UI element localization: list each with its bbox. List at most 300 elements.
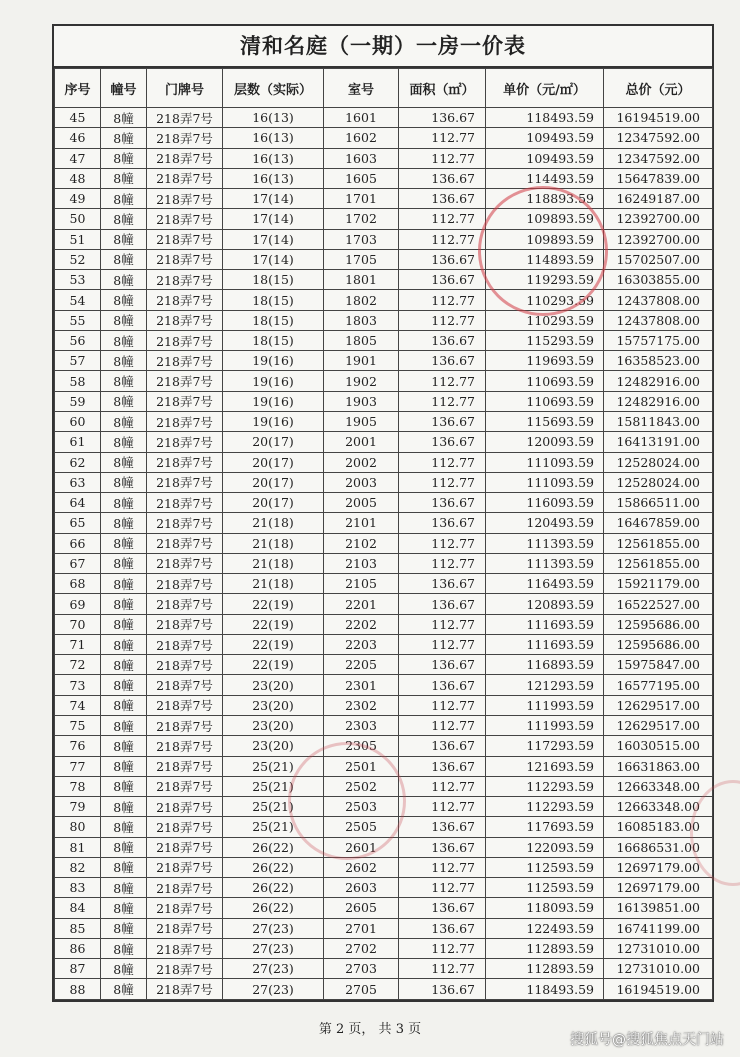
cell-unit-price: 111993.59 [486,695,604,715]
cell-area: 112.77 [399,310,486,330]
cell-room: 2205 [324,655,399,675]
cell-area: 112.77 [399,472,486,492]
cell-building: 8幢 [101,756,147,776]
table-row [55,979,713,999]
table-row [55,452,713,472]
cell-room: 2103 [324,553,399,573]
cell-unit-price: 109893.59 [486,229,604,249]
table-row [55,715,713,735]
cell-index: 54 [55,290,101,310]
cell-total-price: 15757175.00 [604,330,713,350]
cell-door-number: 218弄7号 [147,371,223,391]
cell-index: 73 [55,675,101,695]
cell-unit-price: 109493.59 [486,128,604,148]
cell-unit-price: 109493.59 [486,148,604,168]
cell-floor: 16(13) [223,168,324,188]
cell-building: 8幢 [101,351,147,371]
cell-index: 50 [55,209,101,229]
cell-door-number: 218弄7号 [147,736,223,756]
cell-index: 67 [55,553,101,573]
cell-unit-price: 114493.59 [486,168,604,188]
cell-floor: 25(21) [223,797,324,817]
cell-area: 112.77 [399,128,486,148]
document-title: 清和名庭（一期）一房一价表 [54,26,712,68]
cell-door-number: 218弄7号 [147,493,223,513]
table-row [55,270,713,290]
cell-room: 1905 [324,411,399,431]
table-row [55,959,713,979]
cell-room: 1901 [324,351,399,371]
table-row [55,878,713,898]
cell-total-price: 16413191.00 [604,432,713,452]
cell-floor: 18(15) [223,330,324,350]
cell-room: 1803 [324,310,399,330]
cell-area: 112.77 [399,797,486,817]
cell-room: 1701 [324,189,399,209]
cell-unit-price: 111693.59 [486,614,604,634]
cell-index: 46 [55,128,101,148]
cell-area: 136.67 [399,432,486,452]
cell-unit-price: 116493.59 [486,574,604,594]
col-header-floor: 层数（实际） [223,69,324,108]
cell-total-price: 16139851.00 [604,898,713,918]
table-row [55,432,713,452]
cell-total-price: 12629517.00 [604,695,713,715]
cell-building: 8幢 [101,209,147,229]
cell-area: 136.67 [399,411,486,431]
cell-room: 1601 [324,108,399,128]
cell-building: 8幢 [101,229,147,249]
cell-area: 112.77 [399,776,486,796]
cell-total-price: 12561855.00 [604,533,713,553]
cell-total-price: 15866511.00 [604,493,713,513]
cell-total-price: 15647839.00 [604,168,713,188]
cell-floor: 16(13) [223,108,324,128]
cell-index: 88 [55,979,101,999]
cell-door-number: 218弄7号 [147,472,223,492]
cell-building: 8幢 [101,249,147,269]
cell-building: 8幢 [101,310,147,330]
table-row [55,209,713,229]
cell-index: 74 [55,695,101,715]
cell-floor: 21(18) [223,553,324,573]
cell-floor: 26(22) [223,898,324,918]
cell-floor: 20(17) [223,493,324,513]
cell-unit-price: 120493.59 [486,513,604,533]
cell-door-number: 218弄7号 [147,918,223,938]
cell-door-number: 218弄7号 [147,513,223,533]
cell-total-price: 12731010.00 [604,938,713,958]
cell-total-price: 12663348.00 [604,776,713,796]
cell-area: 112.77 [399,959,486,979]
cell-unit-price: 110693.59 [486,371,604,391]
cell-area: 112.77 [399,229,486,249]
source-watermark: 搜狐号@搜狐焦点天门站 [570,1032,724,1048]
cell-building: 8幢 [101,270,147,290]
cell-room: 1903 [324,391,399,411]
cell-building: 8幢 [101,817,147,837]
cell-building: 8幢 [101,776,147,796]
cell-unit-price: 118493.59 [486,979,604,999]
cell-unit-price: 115693.59 [486,411,604,431]
cell-room: 2501 [324,756,399,776]
cell-room: 1602 [324,128,399,148]
cell-index: 51 [55,229,101,249]
cell-door-number: 218弄7号 [147,270,223,290]
cell-area: 112.77 [399,290,486,310]
cell-index: 71 [55,634,101,654]
cell-room: 2203 [324,634,399,654]
cell-room: 2701 [324,918,399,938]
cell-room: 2302 [324,695,399,715]
cell-total-price: 16303855.00 [604,270,713,290]
table-row [55,249,713,269]
cell-area: 112.77 [399,857,486,877]
cell-floor: 22(19) [223,614,324,634]
cell-total-price: 16249187.00 [604,189,713,209]
cell-door-number: 218弄7号 [147,837,223,857]
table-row [55,108,713,128]
cell-total-price: 12595686.00 [604,614,713,634]
cell-area: 136.67 [399,189,486,209]
col-header-total-price: 总价（元） [604,69,713,108]
cell-door-number: 218弄7号 [147,675,223,695]
cell-room: 2503 [324,797,399,817]
cell-index: 78 [55,776,101,796]
table-row [55,938,713,958]
cell-index: 75 [55,715,101,735]
table-row [55,675,713,695]
cell-door-number: 218弄7号 [147,776,223,796]
cell-room: 2605 [324,898,399,918]
cell-building: 8幢 [101,837,147,857]
cell-unit-price: 110293.59 [486,290,604,310]
cell-floor: 20(17) [223,452,324,472]
cell-room: 2105 [324,574,399,594]
cell-door-number: 218弄7号 [147,432,223,452]
cell-room: 1802 [324,290,399,310]
cell-building: 8幢 [101,594,147,614]
cell-unit-price: 122093.59 [486,837,604,857]
cell-area: 112.77 [399,209,486,229]
cell-unit-price: 121293.59 [486,675,604,695]
cell-building: 8幢 [101,533,147,553]
cell-building: 8幢 [101,797,147,817]
cell-unit-price: 120093.59 [486,432,604,452]
table-row [55,391,713,411]
cell-floor: 21(18) [223,513,324,533]
cell-room: 2702 [324,938,399,958]
table-row [55,513,713,533]
cell-room: 2102 [324,533,399,553]
cell-index: 48 [55,168,101,188]
cell-total-price: 12482916.00 [604,391,713,411]
cell-building: 8幢 [101,857,147,877]
price-table [54,68,713,1000]
cell-area: 112.77 [399,614,486,634]
cell-unit-price: 111393.59 [486,553,604,573]
cell-total-price: 15702507.00 [604,249,713,269]
cell-index: 72 [55,655,101,675]
cell-door-number: 218弄7号 [147,756,223,776]
cell-door-number: 218弄7号 [147,229,223,249]
cell-index: 53 [55,270,101,290]
cell-floor: 16(13) [223,148,324,168]
cell-unit-price: 115293.59 [486,330,604,350]
cell-floor: 23(20) [223,736,324,756]
cell-building: 8幢 [101,452,147,472]
cell-total-price: 16085183.00 [604,817,713,837]
cell-door-number: 218弄7号 [147,330,223,350]
cell-door-number: 218弄7号 [147,553,223,573]
cell-door-number: 218弄7号 [147,979,223,999]
cell-room: 2601 [324,837,399,857]
cell-total-price: 12731010.00 [604,959,713,979]
cell-total-price: 12392700.00 [604,229,713,249]
cell-area: 136.67 [399,513,486,533]
cell-building: 8幢 [101,675,147,695]
cell-unit-price: 112893.59 [486,959,604,979]
cell-unit-price: 121693.59 [486,756,604,776]
cell-total-price: 16577195.00 [604,675,713,695]
cell-area: 136.67 [399,168,486,188]
cell-index: 47 [55,148,101,168]
cell-area: 136.67 [399,594,486,614]
cell-index: 80 [55,817,101,837]
cell-building: 8幢 [101,290,147,310]
cell-total-price: 12347592.00 [604,148,713,168]
cell-door-number: 218弄7号 [147,878,223,898]
cell-door-number: 218弄7号 [147,715,223,735]
cell-floor: 18(15) [223,310,324,330]
table-row [55,472,713,492]
cell-area: 136.67 [399,655,486,675]
cell-index: 56 [55,330,101,350]
cell-total-price: 16686531.00 [604,837,713,857]
cell-total-price: 12482916.00 [604,371,713,391]
cell-floor: 19(16) [223,351,324,371]
cell-total-price: 12697179.00 [604,878,713,898]
table-body [55,108,713,1000]
col-header-room: 室号 [324,69,399,108]
cell-floor: 17(14) [223,209,324,229]
cell-door-number: 218弄7号 [147,695,223,715]
cell-floor: 21(18) [223,533,324,553]
cell-unit-price: 109893.59 [486,209,604,229]
cell-room: 2002 [324,452,399,472]
cell-unit-price: 118493.59 [486,108,604,128]
table-row [55,857,713,877]
cell-area: 136.67 [399,270,486,290]
cell-total-price: 15975847.00 [604,655,713,675]
cell-area: 112.77 [399,148,486,168]
cell-door-number: 218弄7号 [147,310,223,330]
cell-door-number: 218弄7号 [147,574,223,594]
cell-unit-price: 120893.59 [486,594,604,614]
table-row [55,776,713,796]
cell-room: 1902 [324,371,399,391]
table-row [55,837,713,857]
table-row [55,229,713,249]
cell-door-number: 218弄7号 [147,614,223,634]
cell-unit-price: 111993.59 [486,715,604,735]
table-row [55,594,713,614]
cell-area: 112.77 [399,878,486,898]
table-row [55,493,713,513]
cell-building: 8幢 [101,614,147,634]
cell-area: 136.67 [399,756,486,776]
cell-index: 58 [55,371,101,391]
cell-floor: 23(20) [223,695,324,715]
cell-floor: 17(14) [223,229,324,249]
cell-door-number: 218弄7号 [147,108,223,128]
cell-building: 8幢 [101,513,147,533]
cell-area: 136.67 [399,979,486,999]
cell-room: 1705 [324,249,399,269]
cell-area: 136.67 [399,675,486,695]
cell-total-price: 16741199.00 [604,918,713,938]
table-row [55,411,713,431]
cell-index: 64 [55,493,101,513]
cell-building: 8幢 [101,148,147,168]
cell-door-number: 218弄7号 [147,249,223,269]
cell-index: 82 [55,857,101,877]
cell-building: 8幢 [101,634,147,654]
cell-area: 136.67 [399,817,486,837]
cell-unit-price: 112593.59 [486,878,604,898]
cell-total-price: 12629517.00 [604,715,713,735]
cell-area: 112.77 [399,553,486,573]
cell-floor: 25(21) [223,776,324,796]
cell-floor: 23(20) [223,715,324,735]
cell-area: 136.67 [399,330,486,350]
cell-room: 2301 [324,675,399,695]
cell-door-number: 218弄7号 [147,655,223,675]
cell-unit-price: 112593.59 [486,857,604,877]
cell-area: 136.67 [399,108,486,128]
cell-building: 8幢 [101,472,147,492]
cell-index: 83 [55,878,101,898]
cell-room: 2603 [324,878,399,898]
cell-total-price: 12561855.00 [604,553,713,573]
cell-floor: 27(23) [223,918,324,938]
cell-building: 8幢 [101,128,147,148]
cell-door-number: 218弄7号 [147,411,223,431]
cell-unit-price: 117293.59 [486,736,604,756]
cell-room: 2202 [324,614,399,634]
cell-floor: 18(15) [223,290,324,310]
cell-index: 70 [55,614,101,634]
cell-door-number: 218弄7号 [147,290,223,310]
cell-area: 112.77 [399,391,486,411]
table-header-row [55,69,713,108]
table-row [55,189,713,209]
table-row [55,655,713,675]
cell-building: 8幢 [101,493,147,513]
table-row [55,533,713,553]
cell-area: 136.67 [399,493,486,513]
cell-floor: 17(14) [223,249,324,269]
cell-building: 8幢 [101,938,147,958]
cell-room: 2303 [324,715,399,735]
cell-floor: 19(16) [223,391,324,411]
cell-room: 2505 [324,817,399,837]
cell-room: 1801 [324,270,399,290]
table-row [55,614,713,634]
cell-door-number: 218弄7号 [147,189,223,209]
cell-area: 136.67 [399,918,486,938]
cell-total-price: 12528024.00 [604,452,713,472]
col-header-index: 序号 [55,69,101,108]
cell-area: 136.67 [399,574,486,594]
cell-unit-price: 112893.59 [486,938,604,958]
cell-room: 2502 [324,776,399,796]
cell-total-price: 16194519.00 [604,108,713,128]
table-row [55,756,713,776]
cell-total-price: 12437808.00 [604,310,713,330]
col-header-door-number: 门牌号 [147,69,223,108]
cell-index: 85 [55,918,101,938]
cell-area: 136.67 [399,837,486,857]
cell-index: 66 [55,533,101,553]
cell-total-price: 12663348.00 [604,797,713,817]
table-row [55,371,713,391]
cell-room: 2005 [324,493,399,513]
cell-door-number: 218弄7号 [147,797,223,817]
cell-room: 1603 [324,148,399,168]
cell-area: 112.77 [399,533,486,553]
table-row [55,148,713,168]
cell-floor: 27(23) [223,938,324,958]
cell-unit-price: 111093.59 [486,472,604,492]
cell-floor: 27(23) [223,959,324,979]
table-row [55,351,713,371]
cell-building: 8幢 [101,979,147,999]
cell-unit-price: 112293.59 [486,797,604,817]
cell-building: 8幢 [101,695,147,715]
cell-total-price: 12595686.00 [604,634,713,654]
cell-index: 49 [55,189,101,209]
table-row [55,128,713,148]
cell-building: 8幢 [101,736,147,756]
cell-index: 77 [55,756,101,776]
cell-floor: 26(22) [223,878,324,898]
cell-total-price: 12437808.00 [604,290,713,310]
table-row [55,898,713,918]
cell-building: 8幢 [101,432,147,452]
cell-unit-price: 116893.59 [486,655,604,675]
cell-unit-price: 111693.59 [486,634,604,654]
cell-room: 2003 [324,472,399,492]
cell-index: 65 [55,513,101,533]
cell-floor: 27(23) [223,979,324,999]
cell-area: 112.77 [399,634,486,654]
cell-building: 8幢 [101,411,147,431]
cell-total-price: 16467859.00 [604,513,713,533]
cell-door-number: 218弄7号 [147,533,223,553]
cell-building: 8幢 [101,553,147,573]
cell-unit-price: 118093.59 [486,898,604,918]
cell-building: 8幢 [101,918,147,938]
cell-unit-price: 117693.59 [486,817,604,837]
cell-total-price: 16194519.00 [604,979,713,999]
cell-index: 52 [55,249,101,269]
table-row [55,634,713,654]
cell-floor: 25(21) [223,817,324,837]
table-row [55,574,713,594]
cell-floor: 23(20) [223,675,324,695]
cell-total-price: 16631863.00 [604,756,713,776]
